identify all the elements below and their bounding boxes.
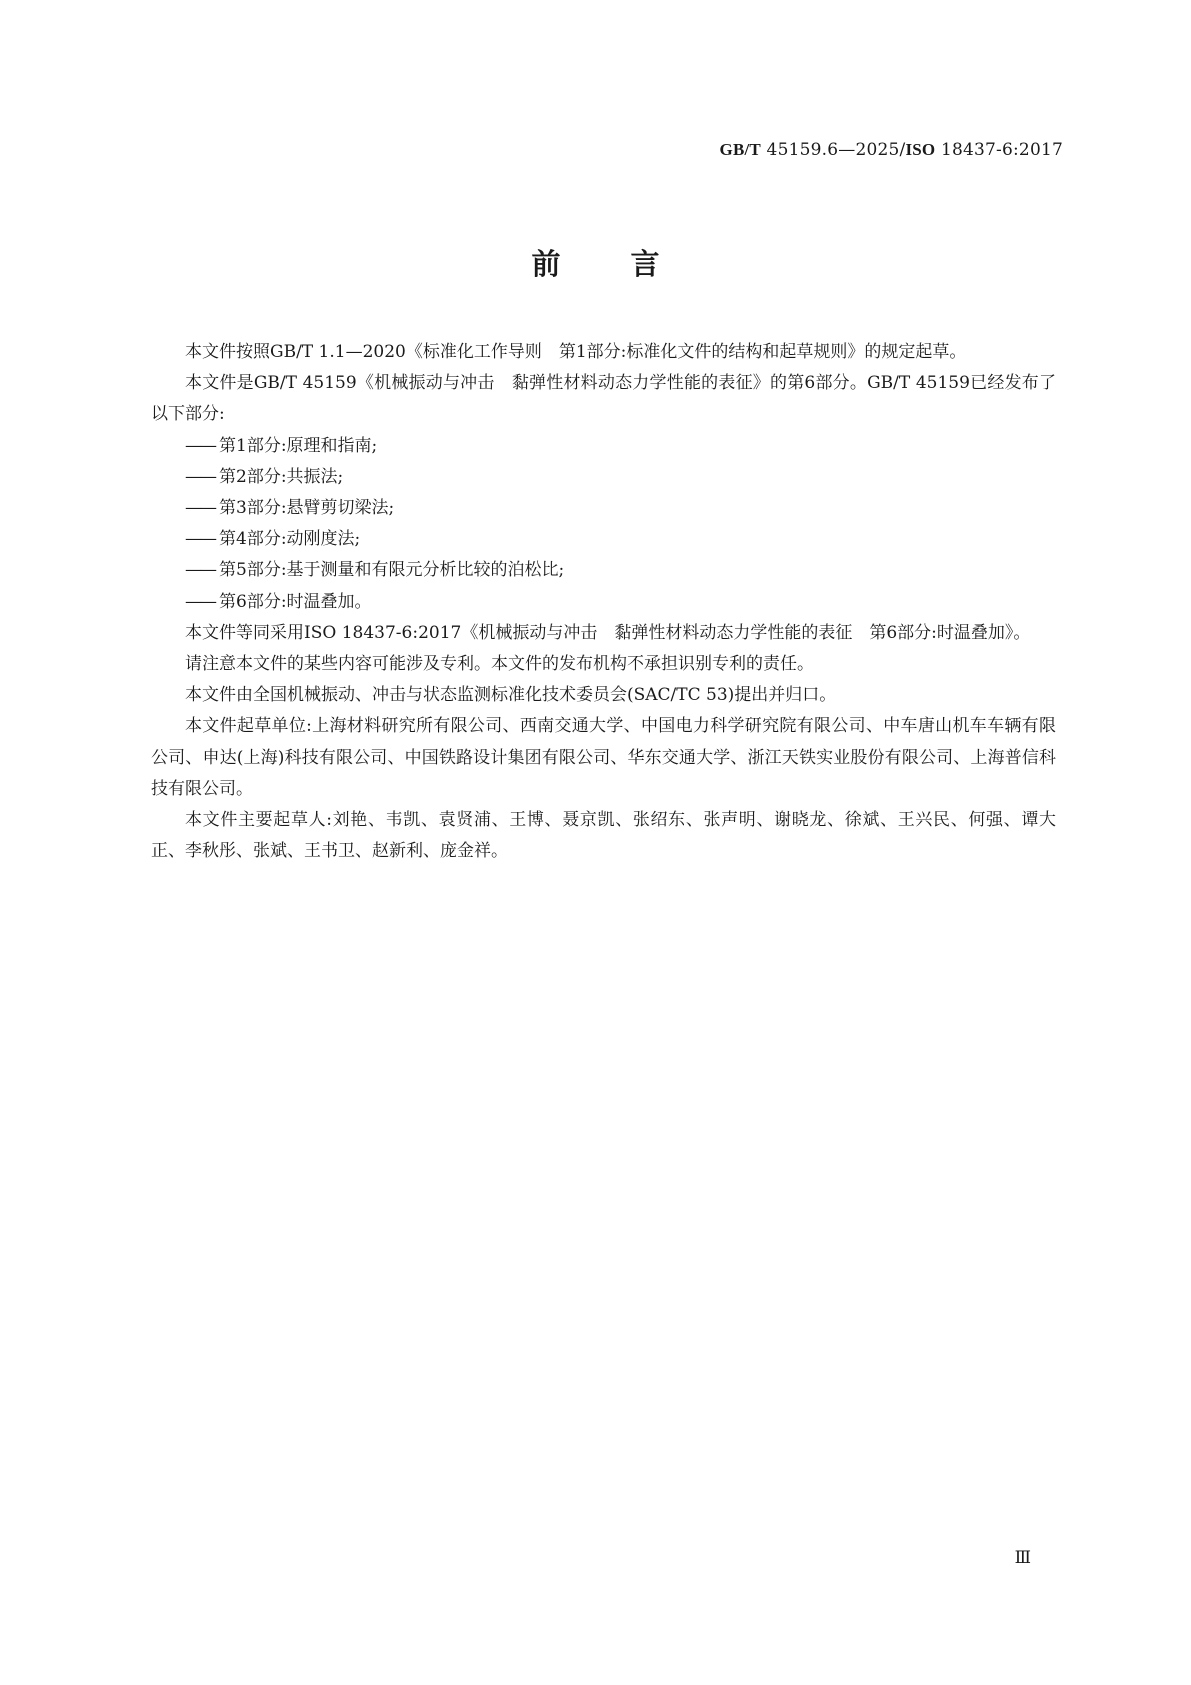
page-number: Ⅲ xyxy=(1014,1548,1031,1568)
list-item-text: 第4部分:动刚度法; xyxy=(219,529,361,550)
gbt-prefix: GB/T xyxy=(719,140,761,159)
paragraph-drafting-rules: 本文件按照GB/T 1.1—2020《标准化工作导则 第1部分:标准化文件的结构和起草规则》的规定起草。 xyxy=(185,342,967,362)
list-dash: —— xyxy=(185,560,215,581)
list-item-text: 第2部分:共振法; xyxy=(219,466,344,487)
list-item xyxy=(151,555,1056,586)
foreword-body xyxy=(151,337,1056,867)
standard-code-header xyxy=(720,140,1063,160)
paragraph-committee: 本文件由全国机械振动、冲击与状态监测标准化技术委员会(SAC/TC 53)提出并归口。 xyxy=(185,685,837,706)
iso-number: 18437-6:2017 xyxy=(935,140,1063,160)
parts-list xyxy=(151,431,1056,618)
paragraph-drafting-units: 本文件起草单位:上海材料研究所有限公司、西南交通大学、中国电力科学研究院有限公司、中车唐山机车车辆有限公司、申达(上海)科技有限公司、中国铁路设计集团有限公司、华东交通大学、浙江天铁实业股份有限公司、上海普信科技有限公司。 xyxy=(151,716,1056,799)
list-item xyxy=(151,462,1056,493)
iso-prefix: ISO xyxy=(905,140,936,159)
list-item-text: 第6部分:时温叠加。 xyxy=(219,591,372,612)
paragraph-patent-notice: 请注意本文件的某些内容可能涉及专利。本文件的发布机构不承担识别专利的责任。 xyxy=(185,654,814,675)
list-item-text: 第5部分:基于测量和有限元分析比较的泊松比; xyxy=(219,560,565,581)
list-item xyxy=(151,587,1056,618)
gbt-number: 45159.6—2025/ xyxy=(760,140,906,160)
list-dash: —— xyxy=(185,591,215,612)
list-dash: —— xyxy=(185,435,215,456)
list-item xyxy=(151,431,1056,462)
paragraph-iso-adoption: 本文件等同采用ISO 18437-6:2017《机械振动与冲击 黏弹性材料动态力学性能的表征 第6部分:时温叠加》。 xyxy=(185,622,1031,643)
paragraph-drafters: 本文件主要起草人:刘艳、韦凯、袁贤浦、王博、聂京凯、张绍东、张声明、谢晓龙、徐斌、王兴民、何强、谭大正、李秋彤、张斌、王书卫、赵新利、庞金祥。 xyxy=(151,810,1056,862)
list-item-text: 第3部分:悬臂剪切梁法; xyxy=(219,498,395,519)
list-dash: —— xyxy=(185,498,215,519)
list-item-text: 第1部分:原理和指南; xyxy=(219,435,378,456)
list-item xyxy=(151,493,1056,524)
paragraph-series-intro: 本文件是GB/T 45159《机械振动与冲击 黏弹性材料动态力学性能的表征》的第6部分。GB/T 45159已经发布了以下部分: xyxy=(151,373,1056,425)
list-item xyxy=(151,524,1056,555)
list-dash: —— xyxy=(185,466,215,487)
page-title: 前言 xyxy=(531,247,730,281)
list-dash: —— xyxy=(185,529,215,550)
